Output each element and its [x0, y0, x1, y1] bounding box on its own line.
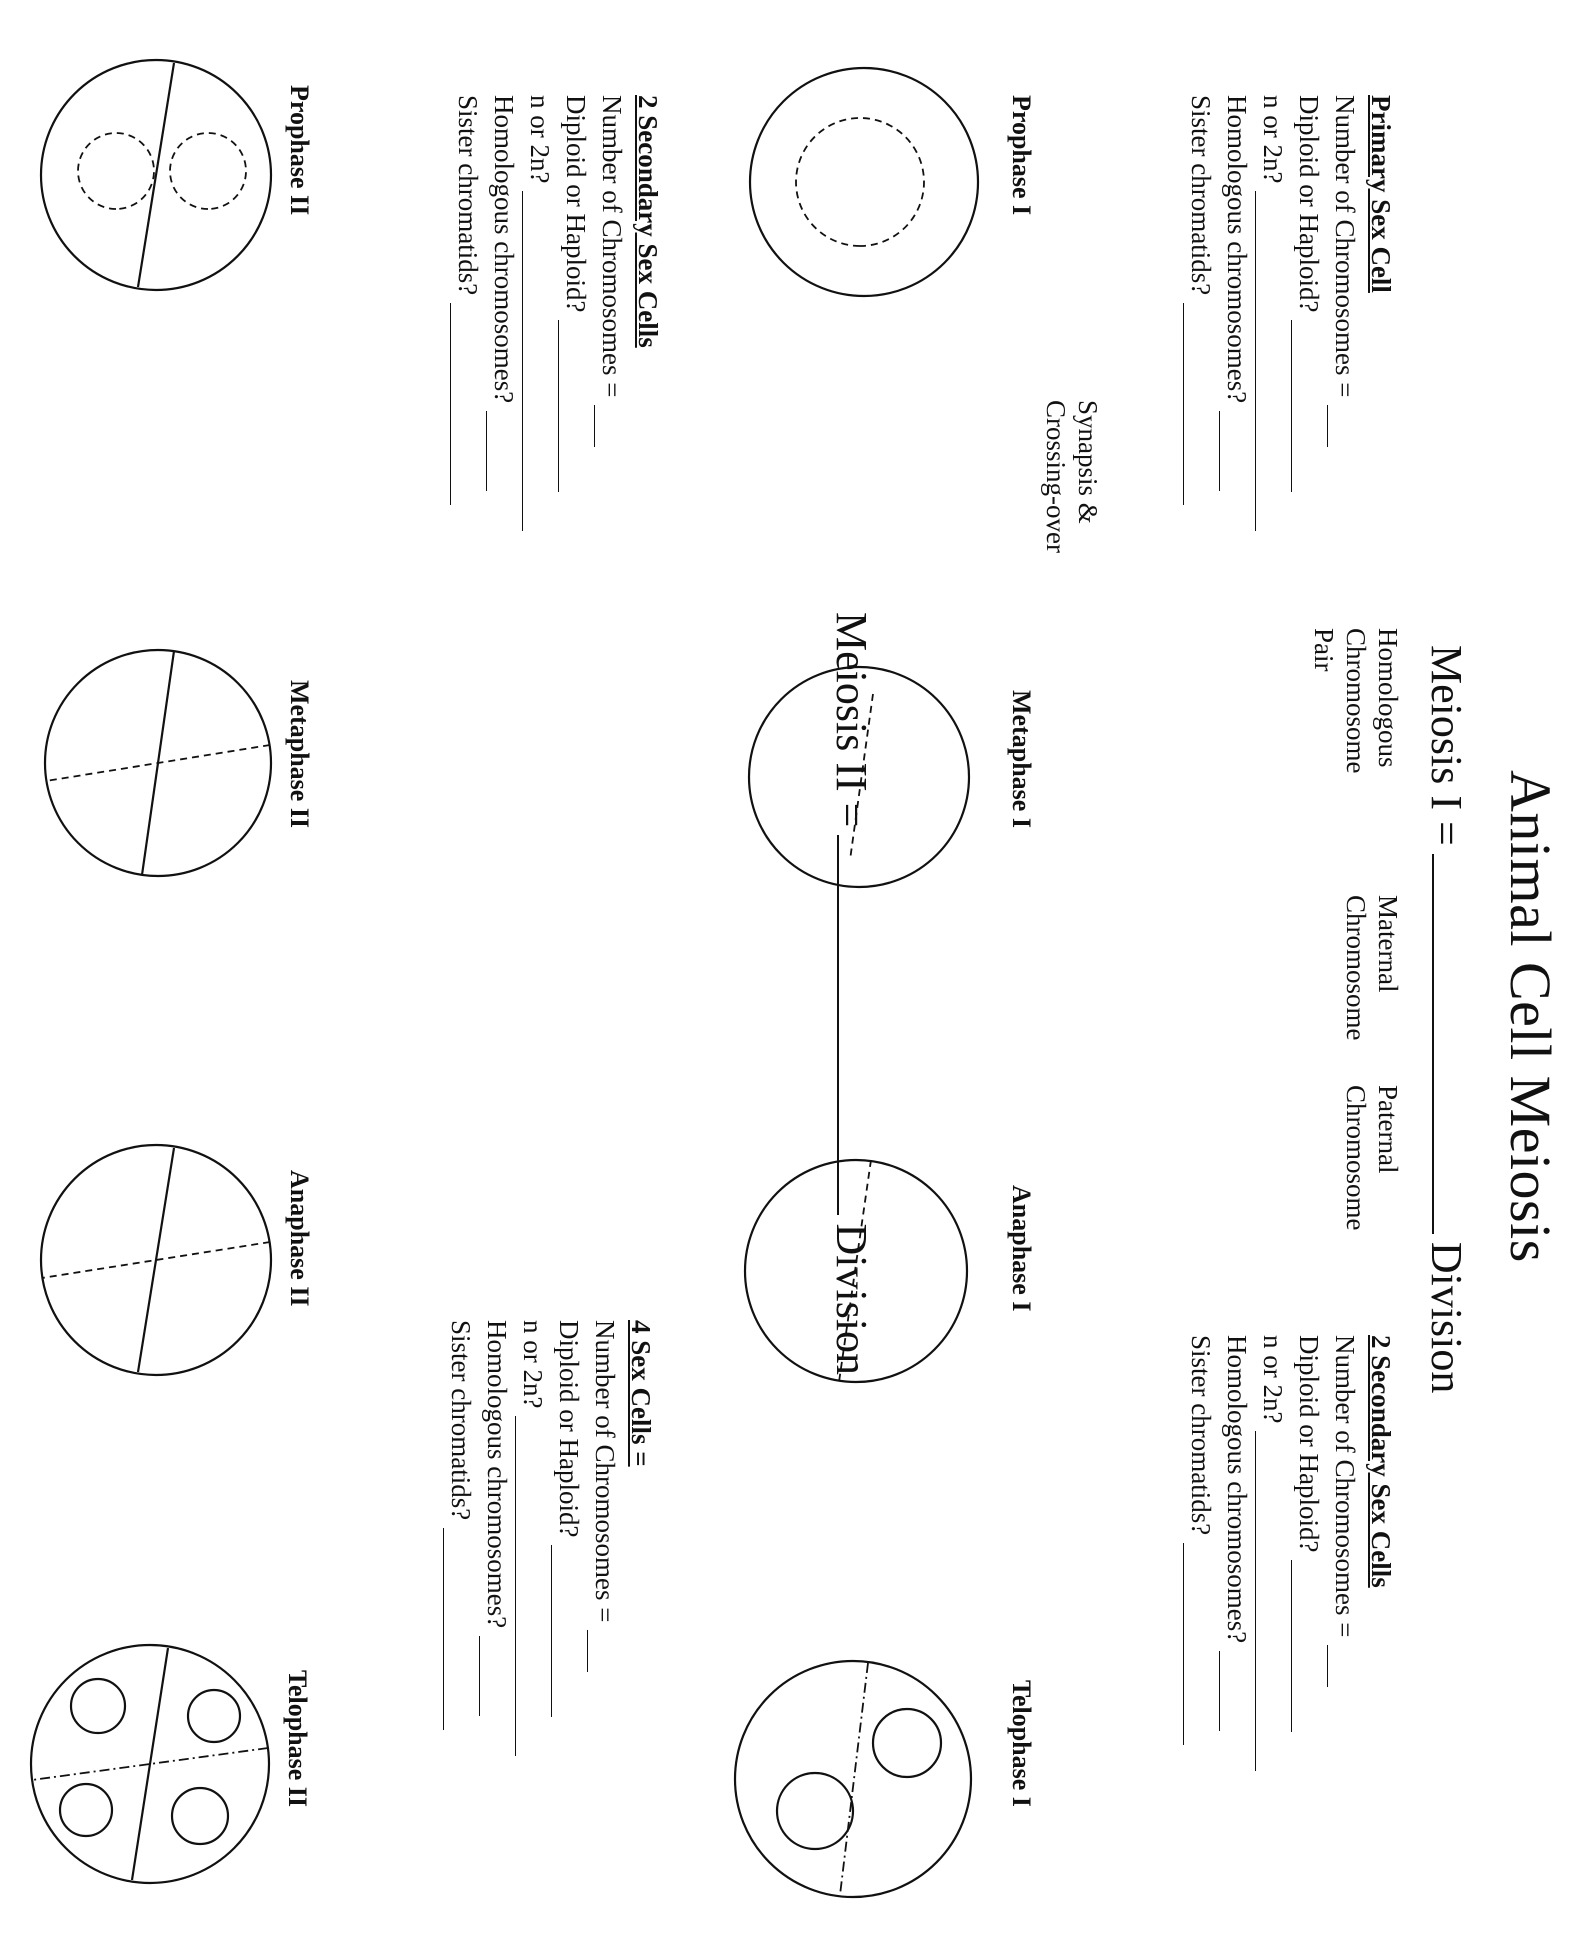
meiosis-2-line — [826, 612, 879, 1375]
n-or-2n-blank[interactable] — [515, 1416, 542, 1756]
meiosis-1-line — [1421, 645, 1474, 1393]
telophase-2-cell-diagram — [26, 1640, 274, 1888]
sister-chromatids-blank[interactable] — [443, 1528, 470, 1730]
meiosis-2-answer-blank[interactable] — [837, 835, 879, 1215]
telophase-1-cell-diagram — [729, 1655, 977, 1903]
homologous-pair-label: Homologous Chromosome Pair — [1309, 628, 1403, 774]
secondary-sex-cells-heading-2: 2 Secondary Sex Cells — [633, 95, 663, 348]
meiosis-2-suffix: Division — [827, 1223, 876, 1376]
meiosis-1-suffix: Division — [1422, 1241, 1471, 1394]
paternal-chromosome-label: Paternal Chromosome — [1341, 1085, 1403, 1231]
metaphase-1-label: Metaphase I — [1007, 690, 1036, 828]
n-or-2n-blank[interactable] — [1255, 191, 1282, 531]
sister-chromatids-blank[interactable] — [1183, 1543, 1210, 1745]
sister-chromatids-blank[interactable] — [1183, 303, 1210, 505]
homologous-blank[interactable] — [1219, 1651, 1246, 1731]
telophase-1-label: Telophase I — [1007, 1680, 1036, 1807]
homologous-blank[interactable] — [486, 411, 513, 491]
homologous-blank[interactable] — [1219, 411, 1246, 491]
chromosome-count-blank[interactable] — [1327, 1645, 1354, 1687]
prophase-2-cell-diagram — [36, 55, 276, 295]
meiosis-1-answer-blank[interactable] — [1432, 854, 1474, 1234]
sister-chromatids-blank[interactable] — [450, 303, 477, 505]
chromosome-count-blank[interactable] — [594, 405, 621, 447]
secondary-sex-cells-box-1: 2 Secondary Sex Cells Number of Chromosomes = Diploid or Haploid? n or 2n? Homologous chromosomes? Sister chromatids? — [1183, 1335, 1399, 1771]
prophase-1-label: Prophase I — [1007, 95, 1036, 216]
synapsis-note: Synapsis & Crossing-over — [1041, 400, 1103, 553]
prophase-1-cell-diagram — [744, 62, 984, 302]
anaphase-2-cell-diagram — [36, 1140, 276, 1380]
primary-sex-cell-box: Primary Sex Cell Number of Chromosomes = Diploid or Haploid? n or 2n? Homologous chromosomes? Sister chromatids? — [1183, 95, 1399, 531]
anaphase-1-label: Anaphase I — [1007, 1185, 1036, 1312]
meiosis-2-prefix: Meiosis II = — [827, 612, 876, 828]
secondary-sex-cells-heading-1: 2 Secondary Sex Cells — [1366, 1335, 1396, 1588]
primary-sex-cell-heading: Primary Sex Cell — [1366, 95, 1396, 293]
diploid-haploid-blank[interactable] — [1291, 320, 1318, 492]
n-or-2n-blank[interactable] — [1255, 1431, 1282, 1771]
prophase-2-label: Prophase II — [285, 85, 314, 216]
n-or-2n-blank[interactable] — [522, 191, 549, 531]
secondary-sex-cells-box-2: 2 Secondary Sex Cells Number of Chromosomes = Diploid or Haploid? n or 2n? Homologous chromosomes? Sister chromatids? — [450, 95, 666, 531]
maternal-chromosome-label: Maternal Chromosome — [1341, 895, 1403, 1041]
diploid-haploid-blank[interactable] — [1291, 1560, 1318, 1732]
telophase-2-label: Telophase II — [283, 1670, 312, 1808]
anaphase-2-label: Anaphase II — [285, 1170, 314, 1307]
chromosome-count-blank[interactable] — [587, 1630, 614, 1672]
metaphase-2-cell-diagram — [40, 645, 276, 881]
homologous-blank[interactable] — [479, 1636, 506, 1716]
sex-cells-heading: 4 Sex Cells = — [626, 1320, 656, 1467]
worksheet-title: Animal Cell Meiosis — [1498, 770, 1563, 1263]
metaphase-2-label: Metaphase II — [285, 680, 314, 829]
diploid-haploid-blank[interactable] — [558, 320, 585, 492]
chromosome-count-blank[interactable] — [1327, 405, 1354, 447]
meiosis-1-prefix: Meiosis I = — [1422, 645, 1471, 846]
diploid-haploid-blank[interactable] — [551, 1545, 578, 1717]
sex-cells-box: 4 Sex Cells = Number of Chromosomes = Diploid or Haploid? n or 2n? Homologous chromosomes? Sister chromatids? — [443, 1320, 659, 1756]
